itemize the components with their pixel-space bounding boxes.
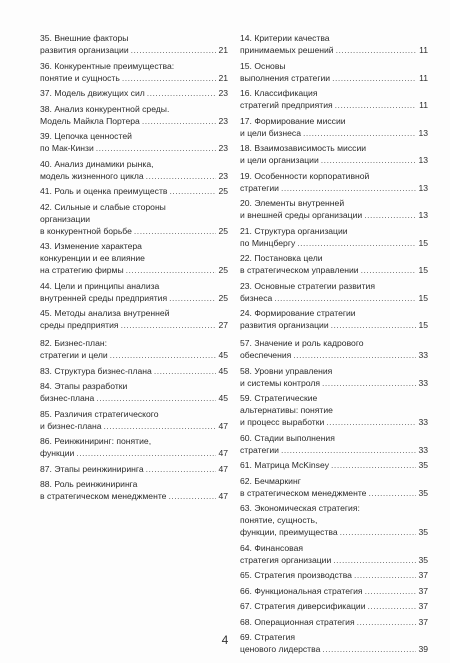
toc-entry-page-number: 37 — [418, 570, 428, 580]
toc-entry — [40, 103, 228, 127]
toc-entry-last-line — [240, 377, 428, 389]
toc-entry — [240, 170, 428, 194]
toc-entry-title-line: организации — [40, 213, 91, 224]
toc-entry-page-number: 47 — [218, 463, 228, 474]
dot-leader — [321, 154, 416, 166]
toc-entry-last-line — [40, 44, 228, 56]
dot-leader — [281, 444, 416, 456]
toc-entry-title-line: 69. Стратегия — [240, 632, 296, 642]
toc-entry-last-line — [240, 487, 428, 499]
toc-entry-last-line — [240, 292, 428, 304]
toc-entry-title-line: по Мак-Кинзи — [40, 143, 94, 153]
toc-entry — [40, 365, 228, 377]
toc-entry-page-number: 35 — [418, 527, 428, 537]
dot-leader — [169, 185, 216, 197]
toc-entry-title-line: функции, преимущества — [240, 527, 338, 537]
toc-entry-title-line: 86. Реинжиниринг: понятие, — [40, 436, 152, 446]
toc-entry-title-line: выполнения стратегии — [240, 72, 331, 83]
toc-entry-title-line: принимаемых решений — [240, 45, 334, 55]
toc-entry-page-number: 21 — [218, 72, 228, 83]
toc-entry-page-number: 15 — [418, 292, 428, 303]
dot-leader — [368, 600, 416, 612]
toc-entry-last-line — [40, 447, 228, 459]
dot-leader — [131, 44, 216, 56]
toc-entry-last-line — [40, 264, 228, 276]
toc-entry-title-line: и системы контроля — [240, 377, 321, 388]
toc-entry-last-line — [240, 416, 428, 428]
toc-entry-title-line: 21. Структура организации — [240, 225, 348, 236]
dot-leader — [142, 115, 216, 127]
dot-leader — [76, 447, 216, 459]
toc-entry-page-number: 25 — [218, 225, 228, 236]
dot-leader — [96, 392, 216, 404]
toc-entry — [40, 32, 228, 56]
toc-entry-page-number: 13 — [418, 127, 428, 138]
toc-entry-page-number: 15 — [418, 320, 428, 330]
toc-column-bottom-right — [240, 337, 428, 659]
dot-leader — [104, 420, 216, 432]
toc-entry — [40, 60, 228, 84]
toc-entry-title-line: Модель Майкла Портера — [40, 115, 140, 126]
toc-entry-title-line: бизнес-плана — [40, 393, 95, 403]
toc-entry — [240, 585, 428, 597]
toc-entry-title-line: по Минцбергу — [240, 237, 296, 248]
toc-entry-title-line: на стратегию фирмы — [40, 265, 124, 275]
toc-entry — [240, 542, 428, 566]
toc-entry-page-number: 25 — [218, 186, 228, 196]
toc-entry-last-line — [240, 72, 428, 84]
toc-entry-title-line: 17. Формирование миссии — [240, 115, 346, 126]
toc-entry — [240, 87, 428, 111]
toc-entry-title-line: 57. Значение и роль кадрового — [240, 338, 364, 348]
toc-entry-page-number: 37 — [418, 585, 428, 596]
dot-leader — [146, 170, 216, 182]
toc-entry — [240, 115, 428, 139]
toc-entry-last-line — [40, 185, 228, 197]
toc-entry — [40, 463, 228, 475]
dot-leader — [122, 72, 216, 84]
toc-entry-last-line — [240, 444, 428, 456]
toc-entry — [40, 408, 228, 432]
dot-leader — [354, 569, 416, 581]
toc-entry — [240, 60, 428, 84]
toc-entry-title-line: 82. Бизнес-план: — [40, 338, 107, 348]
toc-entry-title-line: 43. Изменение характера — [40, 241, 142, 251]
dot-leader — [335, 99, 416, 111]
toc-entry-page-number: 21 — [218, 45, 228, 55]
toc-entry-page-number: 33 — [418, 417, 428, 427]
toc-entry-last-line — [40, 463, 228, 475]
toc-entry-title-line: 15. Основы — [240, 60, 286, 71]
toc-entry-page-number: 15 — [418, 265, 428, 275]
toc-entry — [40, 87, 228, 99]
dot-leader — [331, 319, 416, 331]
toc-entry-page-number: 45 — [218, 365, 228, 376]
toc-entry — [40, 130, 228, 154]
dot-leader — [357, 616, 416, 628]
toc-entry-title-line: функции — [40, 448, 75, 458]
toc-entry-title-line: 45. Методы анализа внутренней — [40, 308, 170, 318]
toc-entry — [240, 392, 428, 428]
toc-entry-title-line: развития организации — [240, 320, 329, 330]
toc-entry-last-line — [240, 349, 428, 361]
toc-entry-title-line: 62. Бечмаркинг — [240, 475, 301, 486]
toc-entry-last-line — [240, 264, 428, 276]
toc-entry-title-line: 40. Анализ динамики рынка, — [40, 158, 154, 169]
toc-entry — [40, 380, 228, 404]
toc-entry-title-line: 14. Критерии качества — [240, 33, 330, 43]
toc-entry-page-number: 35 — [418, 554, 428, 565]
toc-entry-title-line: стратегия организации — [240, 554, 332, 565]
toc-entry-last-line — [240, 319, 428, 331]
toc-entry-last-line — [240, 44, 428, 56]
toc-entry-page-number: 23 — [218, 88, 228, 98]
toc-entry-last-line — [240, 600, 428, 612]
toc-entry-last-line — [240, 616, 428, 628]
toc-entry-title-line: внутренней среды предприятия — [40, 292, 168, 303]
toc-entry-title-line: 44. Цели и принципы анализа — [40, 280, 160, 291]
dot-leader — [154, 365, 216, 377]
dot-leader — [110, 349, 216, 361]
toc-entry-last-line — [40, 392, 228, 404]
dot-leader — [322, 377, 416, 389]
toc-entry — [40, 240, 228, 276]
toc-entry-page-number: 11 — [419, 72, 428, 83]
dot-leader — [365, 585, 416, 597]
dot-leader — [340, 526, 416, 538]
toc-entry-title-line: и внешней среды организации — [240, 210, 363, 220]
toc-entry — [240, 475, 428, 499]
dot-leader — [134, 225, 216, 237]
toc-entry-last-line — [40, 349, 228, 361]
toc-entry — [240, 307, 428, 331]
toc-entry — [240, 365, 428, 389]
toc-entry — [240, 32, 428, 56]
toc-entry-page-number: 13 — [418, 155, 428, 165]
toc-entry-title-line: понятие и сущность — [40, 72, 120, 83]
toc-entry-title-line: альтернативы: понятие — [240, 405, 333, 415]
toc-entry-title-line: 88. Роль реинжиниринга — [40, 479, 138, 489]
dot-leader — [274, 292, 416, 304]
toc-entry-page-number: 47 — [218, 448, 228, 458]
toc-entry — [240, 502, 428, 538]
toc-entry — [240, 569, 428, 581]
dot-leader — [364, 209, 416, 221]
toc-entry-title-line: среды предприятия — [40, 320, 119, 330]
toc-entry-title-line: 36. Конкурентные преимущества: — [40, 60, 175, 71]
toc-entry-title-line: 59. Стратегические — [240, 393, 318, 403]
toc-entry-last-line — [240, 569, 428, 581]
toc-entry — [40, 185, 228, 197]
toc-entry-page-number: 37 — [418, 601, 428, 611]
dot-leader — [331, 459, 416, 471]
toc-entry — [240, 432, 428, 456]
toc-entry-title-line: и бизнес-плана — [40, 420, 102, 431]
toc-entry — [40, 478, 228, 502]
dot-leader — [326, 416, 416, 428]
toc-entry-title-line: 67. Стратегия диверсификации — [240, 601, 366, 611]
toc-entry-title-line: 20. Элементы внутренней — [240, 198, 345, 208]
toc-entry-last-line — [40, 115, 228, 127]
toc-entry-last-line — [40, 490, 228, 502]
toc-entry — [240, 252, 428, 276]
toc-entry-last-line — [40, 142, 228, 154]
dot-leader — [303, 127, 416, 139]
toc-entry-title-line: стратегии — [240, 182, 279, 193]
toc-entry — [40, 201, 228, 237]
dot-leader — [281, 182, 416, 194]
toc-entry-title-line: модель жизненного цикла — [40, 170, 144, 181]
toc-entry-title-line: 22. Постановка цели — [240, 253, 323, 263]
toc-entry-last-line — [40, 365, 228, 377]
dot-leader — [361, 264, 416, 276]
toc-entry-page-number: 33 — [418, 444, 428, 455]
toc-entry-title-line: в стратегическом управлении — [240, 265, 359, 275]
dot-leader — [147, 87, 216, 99]
toc-entry-title-line: 58. Уровни управления — [240, 365, 333, 376]
toc-entry-title-line: стратегии — [240, 444, 279, 455]
page-number: 4 — [221, 633, 229, 647]
toc-entry-title-line: 23. Основные стратегии развития — [240, 280, 375, 291]
dot-leader — [169, 292, 216, 304]
toc-entry-title-line: в стратегическом менеджменте — [40, 491, 167, 501]
toc-entry-title-line: 18. Взаимозависимость миссии — [240, 143, 367, 153]
toc-entry-last-line — [240, 182, 428, 194]
toc-entry-title-line: 37. Модель движущих сил — [40, 88, 145, 98]
dot-leader — [146, 463, 216, 475]
toc-column-top-right — [240, 32, 428, 335]
toc-entry — [240, 197, 428, 221]
toc-entry-title-line: 38. Анализ конкурентной среды. — [40, 103, 170, 114]
toc-entry-title-line: понятие, сущность, — [240, 515, 318, 525]
toc-entry-title-line: 35. Внешние факторы — [40, 33, 129, 43]
toc-entry-title-line: 63. Экономическая стратегия: — [240, 503, 360, 513]
toc-column-top-left — [40, 32, 228, 335]
toc-entry-page-number: 25 — [218, 292, 228, 303]
toc-entry-title-line: 87. Этапы реинжиниринга — [40, 463, 144, 474]
toc-entry-title-line: и цели организации — [240, 155, 319, 165]
toc-entry-title-line: и цели бизнеса — [240, 127, 301, 138]
dot-leader — [96, 142, 216, 154]
toc-entry-page-number: 25 — [218, 265, 228, 275]
toc-entry-page-number: 23 — [218, 115, 228, 126]
toc-entry — [240, 142, 428, 166]
toc-entry-title-line: 68. Операционная стратегия — [240, 616, 355, 627]
toc-entry — [240, 616, 428, 628]
toc-entry-last-line — [240, 99, 428, 111]
toc-entry — [240, 337, 428, 361]
toc-entry-page-number: 13 — [418, 210, 428, 220]
toc-entry — [40, 307, 228, 331]
toc-entry-last-line — [40, 225, 228, 237]
toc-entry-last-line — [240, 127, 428, 139]
toc-entry-page-number: 33 — [418, 350, 428, 360]
toc-entry — [240, 600, 428, 612]
toc-entry-page-number: 27 — [218, 320, 228, 330]
toc-entry-title-line: 41. Роль и оценка преимуществ — [40, 186, 168, 196]
toc-entry-page-number: 23 — [218, 170, 228, 181]
toc-entry-last-line — [40, 292, 228, 304]
dot-leader — [121, 319, 216, 331]
toc-column-bottom-left — [40, 337, 228, 506]
toc-entry-title-line: 61. Матрица McKinsey — [240, 460, 330, 470]
toc-entry — [240, 225, 428, 249]
toc-entry-page-number: 45 — [218, 350, 228, 360]
toc-entry-last-line — [240, 459, 428, 471]
toc-entry-title-line: 85. Различия стратегического — [40, 408, 159, 419]
toc-entry-page-number: 47 — [218, 491, 228, 501]
toc-entry-last-line — [40, 420, 228, 432]
toc-entry-last-line — [40, 170, 228, 182]
dot-leader — [297, 237, 416, 249]
toc-entry-last-line — [240, 237, 428, 249]
toc-entry-title-line: в стратегическом менеджменте — [240, 487, 367, 498]
toc-entry-title-line: 65. Стратегия производства — [240, 570, 352, 580]
toc-entry-title-line: 64. Финансовая — [240, 542, 304, 553]
toc-entry-last-line — [240, 585, 428, 597]
toc-entry-title-line: ценового лидерства — [240, 644, 321, 654]
toc-entry-title-line: бизнеса — [240, 292, 273, 303]
toc-entry-page-number: 23 — [218, 143, 228, 153]
toc-entry-title-line: в конкурентной борьбе — [40, 225, 132, 236]
toc-entry-title-line: 60. Стадии выполнения — [240, 432, 335, 443]
toc-entry — [240, 280, 428, 304]
toc-entry-last-line — [40, 87, 228, 99]
toc-entry-title-line: стратегии и цели — [40, 350, 108, 360]
toc-entry-title-line: 66. Функциональная стратегия — [240, 585, 363, 596]
toc-entry-last-line — [40, 72, 228, 84]
toc-entry-title-line: развития организации — [40, 45, 129, 55]
toc-entry-title-line: 16. Классификация — [240, 88, 318, 98]
toc-entry — [240, 459, 428, 471]
toc-entry-last-line — [240, 209, 428, 221]
toc-entry-last-line — [240, 526, 428, 538]
dot-leader — [332, 72, 416, 84]
toc-entry-page-number: 45 — [218, 393, 228, 403]
toc-entry — [40, 158, 228, 182]
toc-entry-page-number: 39 — [418, 644, 428, 654]
toc-entry-page-number: 35 — [418, 460, 428, 470]
toc-entry-title-line: стратегий предприятия — [240, 100, 333, 110]
dot-leader — [333, 554, 416, 566]
toc-entry-page-number: 15 — [418, 237, 428, 248]
toc-entry — [40, 435, 228, 459]
toc-entry-title-line: обеспечения — [240, 350, 292, 360]
toc-entry-page-number: 47 — [218, 420, 228, 431]
dot-leader — [126, 264, 216, 276]
toc-entry-last-line — [240, 554, 428, 566]
toc-entry-page-number: 11 — [419, 45, 428, 55]
toc-entry-title-line: 39. Цепочка ценностей — [40, 131, 132, 141]
toc-entry-title-line: 83. Структура бизнес-плана — [40, 365, 152, 376]
toc-entry-page-number: 33 — [418, 377, 428, 388]
toc-entry-title-line: 84. Этапы разработки — [40, 381, 128, 391]
toc-entry-title-line: 42. Сильные и слабые стороны — [40, 201, 166, 212]
toc-entry-last-line — [240, 154, 428, 166]
toc-entry-page-number: 37 — [418, 616, 428, 627]
dot-leader — [168, 490, 216, 502]
toc-entry — [40, 280, 228, 304]
toc-entry-page-number: 35 — [418, 487, 428, 498]
toc-entry-page-number: 13 — [418, 182, 428, 193]
toc-entry-page-number: 11 — [419, 100, 428, 110]
toc-entry-last-line — [40, 319, 228, 331]
dot-leader — [293, 349, 416, 361]
toc-entry-title-line: 24. Формирование стратегии — [240, 308, 356, 318]
dot-leader — [368, 487, 416, 499]
toc-entry-title-line: и процесс выработки — [240, 417, 325, 427]
toc-entry-title-line: конкуренции и ее влияние — [40, 253, 145, 263]
toc-entry — [40, 337, 228, 361]
dot-leader — [336, 44, 416, 56]
toc-entry-title-line: 19. Особенности корпоративной — [240, 170, 370, 181]
